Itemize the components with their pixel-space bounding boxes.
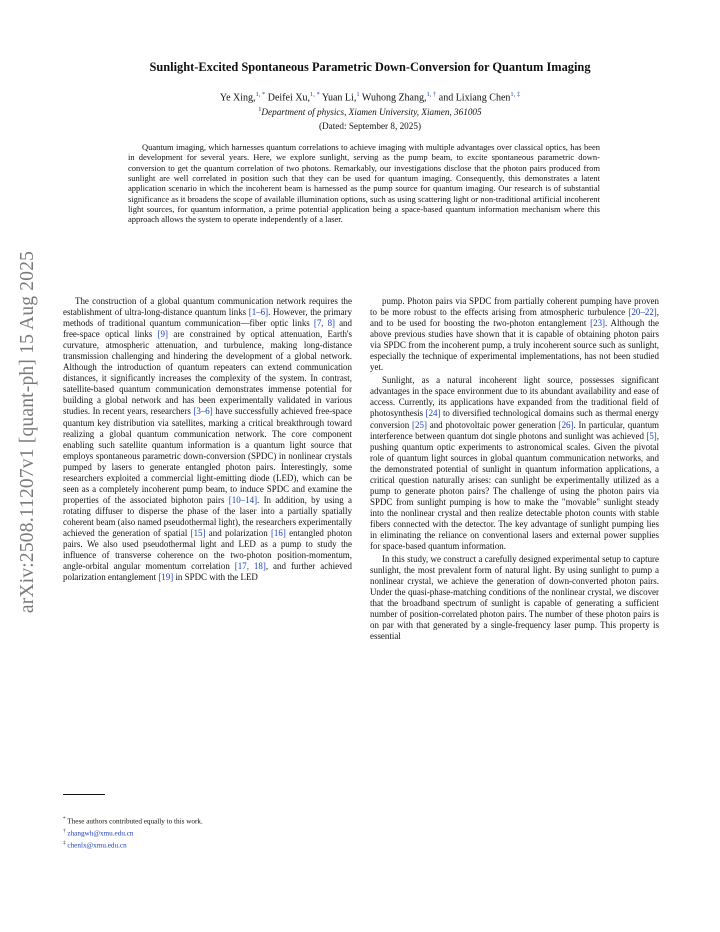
- author-marks: 1, *: [255, 91, 266, 98]
- affiliation: [70, 107, 670, 117]
- affiliation-mark: 1: [258, 107, 262, 113]
- paper-title: Sunlight-Excited Spontaneous Parametric Down-Conversion for Quantum Imaging: [149, 60, 591, 74]
- body-paragraph: [370, 375, 659, 552]
- footnote-mark: ‡: [63, 839, 66, 846]
- footnote: [63, 839, 363, 851]
- body-text: , and to be used for boosting the two-photon entanglement: [370, 307, 659, 329]
- author-marks: 1: [356, 91, 360, 98]
- body-text: and polarization: [205, 527, 271, 538]
- citation-link[interactable]: [24]: [425, 408, 441, 419]
- footnotes: [63, 815, 363, 850]
- footnote: [63, 827, 363, 839]
- author-marks: 1, †: [426, 91, 437, 98]
- citation-link[interactable]: [25]: [412, 419, 427, 430]
- citation-link[interactable]: [20–22]: [628, 307, 657, 318]
- body-column-left: [63, 296, 352, 583]
- body-text: to diversified technological domains such as thermal energy conversion: [370, 408, 659, 430]
- author-name: and Lixiang Chen: [438, 92, 511, 104]
- body-text: and photovoltaic power generation: [426, 419, 559, 430]
- author-name: Yuan Li,: [321, 92, 357, 104]
- citation-link[interactable]: [5]: [646, 430, 657, 441]
- citation-link[interactable]: [16]: [270, 527, 286, 538]
- body-paragraph: [370, 554, 659, 642]
- body-paragraph: [370, 296, 659, 373]
- affiliation-text: Department of physics, Xiamen University, Xiamen, 361005: [261, 107, 482, 118]
- body-text: , and further achieved polarization entanglement: [63, 561, 352, 583]
- body-text: . However, the primary methods of traditional quantum communication—fiber optic links: [63, 307, 353, 329]
- author-marks: 1, ‡: [510, 91, 521, 98]
- body-text: pump. Photon pairs via SPDC from partially coherent pumping have proven to be more robust to the effects arising from atmospheric turbulence: [370, 296, 659, 318]
- body-text: entangled photon pairs. We also used pseudothermal light and LED as a pump to study the influence of transverse coherence on the two-photon position-momentum, angle-orbital angular momentum correlation: [63, 527, 352, 572]
- footnote: [63, 815, 363, 827]
- body-text: In this study, we construct a carefully designed experimental setup to capture sunlight, the most prevalent form of natural light. By using sunlight to pump a nonlinear crystal, we achieve the generation of down-converted photon pairs. Under the quasi-phase-matching conditions of the nonlinear crystal, we discover that the broadband spectrum of sunlight is capable of generating a sufficient number of position-correlated photon pairs. The number of these photon pairs is on par with that generated by a single-frequency laser pump. This property is essential: [370, 554, 659, 642]
- citation-link[interactable]: [17, 18]: [234, 561, 266, 572]
- body-text: have successfully achieved free-space quantum key distribution via satellites, marking a critical breakthrough toward realizing a global quantum communication network. The core component enabling such satellite quantum information is a quantum light source that employs spontaneous parametric down-conversion (SPDC) in nonlinear crystals pumped by lasers to generate entangled photon pairs. Interestingly, some researchers exploited a commercial light-emitting diode (LED), which can be seen as a completely incoherent pump beam, to induce SPDC and examine the properties of the associated biphoton pairs: [63, 406, 352, 505]
- body-text: in SPDC with the LED: [173, 572, 258, 583]
- body-text: , pushing quantum optic experiments to astronomical scales. Given the pivotal role of quantum light sources in global quantum communication networks, and the demonstrated potential of sunlight in quantum information applications, a critical question naturally arises: can sunlight be experimentally utilized as a pump to generate photon pairs? The challenge of using the photon pairs via SPDC from sunlight pumping is how to make the "movable" sunlight steady into the nonlinear crystal and then realize detectable photon counts with stable fibers connected with the detector. The key advantage of sunlight pumping lies in eliminating the reliance on conventional lasers and external power supplies for space-based quantum information.: [370, 430, 659, 552]
- email-link[interactable]: chenlx@xmu.edu.cn: [67, 840, 127, 849]
- footnote-rule: [63, 794, 105, 795]
- arxiv-side-stamp: [4, 212, 52, 652]
- citation-link[interactable]: [19]: [158, 572, 174, 583]
- author-name: Wuhong Zhang,: [361, 92, 427, 104]
- author-name: Ye Xing,: [219, 92, 256, 104]
- citation-link[interactable]: [15]: [190, 527, 206, 538]
- citation-link[interactable]: [10–14]: [228, 494, 258, 505]
- body-paragraph: [63, 296, 352, 583]
- body-text: . Although the above previous studies have shown that it is capable of obtaining photon pairs via SPDC from the incoherent pump, a truly incoherent source such as sunlight, especially the technique of experimental implementations, has not been studied yet.: [370, 318, 659, 373]
- body-column-right: [370, 296, 659, 642]
- arxiv-identifier: arXiv:2508.11207v1 [quant-ph] 15 Aug 2025: [17, 250, 38, 614]
- body-text: Sunlight, as a natural incoherent light source, possesses significant advantages in the space environment due to its abundant availability and ease of access. Currently, its applications have expanded from the traditional field of photosynthesis: [370, 375, 659, 419]
- author-list: [70, 91, 670, 103]
- email-link[interactable]: zhangwh@xmu.edu.cn: [67, 829, 134, 838]
- footnote-text: These authors contributed equally to this work.: [67, 817, 203, 826]
- footnote-mark: †: [63, 827, 66, 834]
- footnote-mark: *: [63, 816, 66, 822]
- body-text: The construction of a global quantum communication network requires the establishment of ultra-long-distance quantum links: [63, 296, 352, 318]
- citation-link[interactable]: [3–6]: [193, 406, 213, 417]
- body-text: are constrained by optical attenuation, Earth's curvature, atmospheric attenuation, and turbulence, making long-distance transmission challenging and hindering the development of a global network. Although the introduction of quantum repeaters can extend communication distances, it significantly increases the complexity of the system. In contrast, satellite-based quantum communication demonstrates immense potential for building a global network and has been experimentally validated in various studies. In recent years, researchers: [63, 329, 353, 417]
- author-marks: 1, *: [309, 91, 320, 98]
- citation-link[interactable]: [9]: [157, 329, 168, 340]
- author-name: Deifei Xu,: [267, 92, 310, 104]
- citation-link[interactable]: [7, 8]: [313, 318, 336, 329]
- citation-link[interactable]: [26]: [558, 419, 574, 430]
- citation-link[interactable]: [1–6]: [248, 307, 269, 318]
- abstract: Quantum imaging, which harnesses quantum correlations to achieve imaging with multiple advantages over classical optics, has been in development for several years. Here, we explore sunlight, serving as the pump beam, to excite spontaneous parametric down-conversion to get the quantum correlation of two photons. Remarkably, our investigations disclose that the photon pairs produced from sunlight are well correlated in position such that they can be used for quantum imaging. Consequently, this demonstrates a latent application scenario in which the incoherent beam is harnessed as the pump source for quantum imaging. Our research is of substantial significance as it broadens the scope of available illumination options, such as using scattering light or non-traditional artificial incoherent light sources, for quantum information, a prime potential application being a space-based quantum information mechanism where this approach allows the system to operate independently of a laser.: [128, 142, 600, 225]
- body-text: and free-space optical links: [63, 318, 352, 340]
- citation-link[interactable]: [23]: [590, 318, 606, 329]
- body-text: . In addition, by using a rotating diffuser to disperse the phase of the laser into a partially spatially coherent beam (also named pseudothermal light), the researchers experimentally achieved the generation of spatial: [63, 494, 352, 538]
- date-line: (Dated: September 8, 2025): [318, 121, 422, 131]
- body-text: . In particular, quantum interference between quantum dot single photons and sunlight was achieved: [370, 419, 659, 441]
